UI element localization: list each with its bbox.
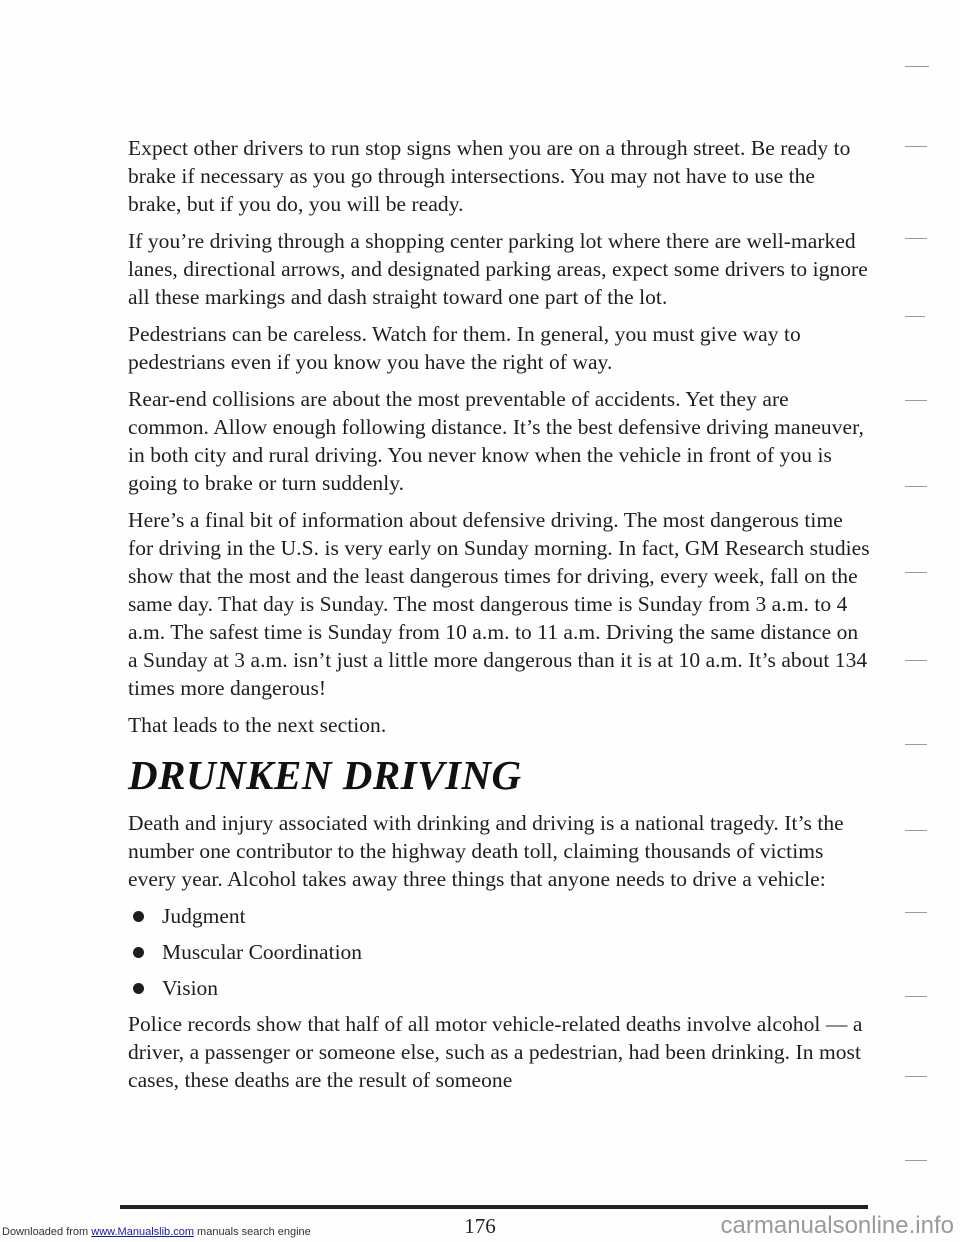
manualslib-link[interactable]: www.Manualslib.com — [91, 1226, 194, 1238]
section-heading: DRUNKEN DRIVING — [128, 752, 522, 798]
margin-mark — [905, 660, 927, 661]
margin-mark — [905, 400, 927, 401]
margin-mark — [905, 238, 927, 239]
list-item — [128, 938, 873, 966]
margin-mark — [905, 146, 927, 147]
margin-mark — [905, 1076, 927, 1077]
download-prefix: Downloaded from — [2, 1226, 92, 1238]
list-item — [128, 902, 873, 930]
paragraph-parking-lot: If you’re driving through a shopping center parking lot where there are well-marked lanes, directional arrows, and designated parking areas, expect some drivers to ignore all these markings and dash straight toward one part of the lot. — [128, 229, 868, 309]
paragraph-pedestrians: Pedestrians can be careless. Watch for them. In general, you must give way to pedestrians even if you know you have the right of way. — [128, 322, 801, 374]
download-suffix: manuals search engine — [193, 1226, 311, 1238]
margin-mark — [905, 316, 925, 317]
bullet-icon — [133, 947, 144, 958]
margin-mark — [905, 744, 927, 745]
margin-mark — [905, 1160, 927, 1161]
page-body — [128, 134, 873, 1103]
margin-mark — [905, 996, 927, 997]
impairment-list — [128, 902, 873, 1002]
bullet-icon — [133, 983, 144, 994]
list-item-label: Judgment — [162, 904, 246, 928]
list-item-label: Vision — [162, 976, 219, 1000]
paragraph-drunk-intro: Death and injury associated with drinking and driving is a national tragedy. It’s the number one contributor to the highway death toll, claiming thousands of victims every year. Alcohol takes away three things that anyone needs to drive a vehicle: — [128, 811, 844, 891]
download-notice — [2, 1226, 311, 1238]
bullet-icon — [133, 911, 144, 922]
margin-mark — [905, 572, 927, 573]
paragraph-transition: That leads to the next section. — [128, 713, 387, 737]
paragraph-stop-signs: Expect other drivers to run stop signs when you are on a through street. Be ready to brake if necessary as you go through intersections. You may not have to use the brake, but if you do, you will be ready. — [128, 136, 851, 216]
margin-mark — [905, 66, 929, 67]
paragraph-rear-end: Rear-end collisions are about the most preventable of accidents. Yet they are common. Allow enough following distance. It’s the best defensive driving maneuver, in both city and rural driving. You never know when the vehicle in front of you is going to brake or turn suddenly. — [128, 387, 864, 495]
footer-rule — [120, 1205, 868, 1209]
paragraph-police-records: Police records show that half of all motor vehicle-related deaths involve alcohol — a driver, a passenger or someone else, such as a pedestrian, had been drinking. In most cases, these deaths are the result of someone — [128, 1012, 863, 1092]
site-watermark: carmanualsonline.info — [720, 1212, 954, 1239]
list-item — [128, 974, 873, 1002]
margin-mark — [905, 912, 927, 913]
margin-mark — [905, 830, 927, 831]
list-item-label: Muscular Coordination — [162, 940, 363, 964]
paragraph-sunday-statistics: Here’s a final bit of information about defensive driving. The most dangerous time for driving in the U.S. is very early on Sunday morning. In fact, GM Research studies show that the most and the least dangerous times for driving, every week, fall on the same day. That day is Sunday. The most dangerous time is Sunday from 3 a.m. to 4 a.m. The safest time is Sunday from 10 a.m. to 11 a.m. Driving the same distance on a Sunday at 3 a.m. isn’t just a little more dangerous than it is at 10 a.m. It’s about 134 times more dangerous! — [128, 508, 870, 700]
margin-mark — [905, 486, 927, 487]
page-number: 176 — [464, 1214, 496, 1238]
